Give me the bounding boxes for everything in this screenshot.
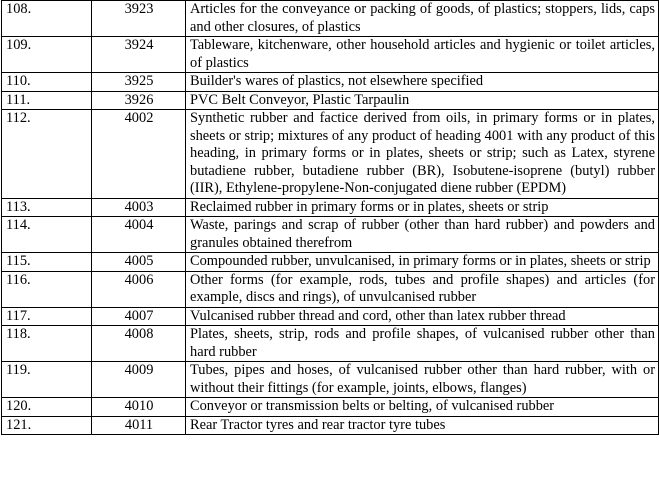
description-cell: Tubes, pipes and hoses, of vulcanised rubber other than hard rubber, with or without their fittings (for example, joints, elbows, flanges): [186, 362, 659, 398]
table-row: [2, 362, 659, 398]
tariff-table-body: [2, 1, 659, 435]
serial-number-cell: 112.: [2, 110, 92, 199]
description-cell: Plates, sheets, strip, rods and profile shapes, of vulcanised rubber other than hard rubber: [186, 326, 659, 362]
serial-number-cell: 114.: [2, 217, 92, 253]
table-row: [2, 326, 659, 362]
serial-number-cell: 120.: [2, 398, 92, 417]
hsn-code-cell: 3924: [92, 37, 186, 73]
table-row: [2, 416, 659, 435]
description-cell: PVC Belt Conveyor, Plastic Tarpaulin: [186, 91, 659, 110]
description-cell: Reclaimed rubber in primary forms or in plates, sheets or strip: [186, 198, 659, 217]
serial-number-cell: 108.: [2, 1, 92, 37]
serial-number-cell: 116.: [2, 271, 92, 307]
table-row: [2, 198, 659, 217]
serial-number-cell: 109.: [2, 37, 92, 73]
hsn-code-cell: 4006: [92, 271, 186, 307]
hsn-code-cell: 3923: [92, 1, 186, 37]
description-cell: Builder's wares of plastics, not elsewhere specified: [186, 73, 659, 92]
description-cell: Rear Tractor tyres and rear tractor tyre tubes: [186, 416, 659, 435]
table-row: [2, 307, 659, 326]
table-row: [2, 217, 659, 253]
description-cell: Other forms (for example, rods, tubes and profile shapes) and articles (for example, discs and rings), of unvulcanised rubber: [186, 271, 659, 307]
hsn-code-cell: 4010: [92, 398, 186, 417]
serial-number-cell: 111.: [2, 91, 92, 110]
hsn-code-cell: 4002: [92, 110, 186, 199]
table-row: [2, 37, 659, 73]
description-cell: Synthetic rubber and factice derived from oils, in primary forms or in plates, sheets or strip; mixtures of any product of heading 4001 with any product of this heading, in primary forms or in plates, sheets or strip; such as Latex, styrene butadiene rubber, butadiene rubber (BR), Isobutene-isoprene (butyl) rubber (IIR), Ethylene-propylene-Non-conjugated diene rubber (EPDM): [186, 110, 659, 199]
table-row: [2, 398, 659, 417]
table-row: [2, 271, 659, 307]
hsn-code-cell: 3926: [92, 91, 186, 110]
description-cell: Compounded rubber, unvulcanised, in primary forms or in plates, sheets or strip: [186, 253, 659, 272]
hsn-code-cell: 4009: [92, 362, 186, 398]
hsn-code-cell: 4008: [92, 326, 186, 362]
description-cell: Articles for the conveyance or packing of goods, of plastics; stoppers, lids, caps and other closures, of plastics: [186, 1, 659, 37]
serial-number-cell: 110.: [2, 73, 92, 92]
serial-number-cell: 115.: [2, 253, 92, 272]
hsn-code-cell: 4007: [92, 307, 186, 326]
hsn-code-cell: 4004: [92, 217, 186, 253]
table-row: [2, 1, 659, 37]
description-cell: Waste, parings and scrap of rubber (other than hard rubber) and powders and granules obtained therefrom: [186, 217, 659, 253]
serial-number-cell: 119.: [2, 362, 92, 398]
hsn-code-cell: 4005: [92, 253, 186, 272]
serial-number-cell: 117.: [2, 307, 92, 326]
hsn-code-cell: 4003: [92, 198, 186, 217]
table-row: [2, 73, 659, 92]
description-cell: Vulcanised rubber thread and cord, other than latex rubber thread: [186, 307, 659, 326]
hsn-code-cell: 4011: [92, 416, 186, 435]
hsn-code-cell: 3925: [92, 73, 186, 92]
tariff-table: [1, 0, 659, 435]
table-row: [2, 253, 659, 272]
serial-number-cell: 121.: [2, 416, 92, 435]
serial-number-cell: 118.: [2, 326, 92, 362]
description-cell: Conveyor or transmission belts or belting, of vulcanised rubber: [186, 398, 659, 417]
description-cell: Tableware, kitchenware, other household articles and hygienic or toilet articles, of plastics: [186, 37, 659, 73]
serial-number-cell: 113.: [2, 198, 92, 217]
table-row: [2, 110, 659, 199]
table-row: [2, 91, 659, 110]
